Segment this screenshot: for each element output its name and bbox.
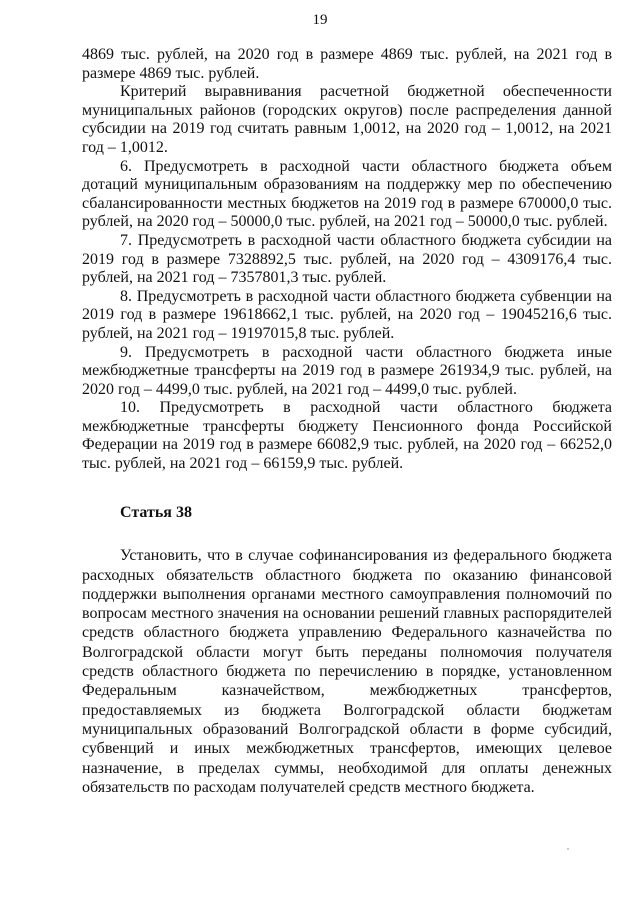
paragraph-item-10: 10. Предусмотреть в расходной части областного бюджета межбюджетные трансферты бюджету Пенсионного фонда Российской Федерации на 2019 год в размере 66082,9 тыс. рублей, на 2020 год – 66252,0 тыс. рублей, на 2021 год – 66159,9 тыс. рублей. xyxy=(82,399,612,473)
scan-speck xyxy=(567,848,569,850)
page-number: 19 xyxy=(312,12,328,28)
article-text: Установить, что в случае софинансирования из федерального бюджета расходных обязательств областного бюджета по оказанию финансовой поддержки выполнения органами местного самоуправления полномочий по вопросам местного значения на основании решений главных распорядителей средств областного бюджета управлению Федерального казначейства по Волгоградской области могут быть переданы полномочия получателя средств областного бюджета по перечислению в порядке, установленном Федеральным казначейством, межбюджетных трансфертов, предоставляемых из бюджета Волгоградской области бюджетам муниципальных образований Волгоградской области в форме субсидий, субвенций и иных межбюджетных трансфертов, имеющих целевое назначение, в пределах суммы, необходимой для оплаты денежных обязательств по расходам получателей средств местного бюджета. xyxy=(82,547,612,796)
article-38 xyxy=(82,504,612,797)
paragraph-item-6: 6. Предусмотреть в расходной части областного бюджета объем дотаций муниципальным образованиям на поддержку мер по обеспечению сбалансированности местных бюджетов на 2019 год в размере 670000,0 тыс. рублей, на 2020 год – 50000,0 тыс. рублей, на 2021 год – 50000,0 тыс. рублей. xyxy=(82,157,612,231)
paragraph-item-7: 7. Предусмотреть в расходной части областного бюджета субсидии на 2019 год в размере 7328892,5 тыс. рублей, на 2020 год – 4309176,4 тыс. рублей, на 2021 год – 7357801,3 тыс. рублей. xyxy=(82,231,612,287)
paragraph-criterion: Критерий выравнивания расчетной бюджетной обеспеченности муниципальных районов (городских округов) после распределения данной субсидии на 2019 год считать равным 1,0012, на 2020 год – 1,0012, на 2021 год – 1,0012. xyxy=(82,83,612,156)
paragraph-continuation: 4869 тыс. рублей, на 2020 год в размере 4869 тыс. рублей, на 2021 год в размере 4869 тыс. рублей. xyxy=(82,46,612,82)
article-heading: Статья 38 xyxy=(120,503,192,521)
paragraph-item-9: 9. Предусмотреть в расходной части областного бюджета иные межбюджетные трансферты на 2019 год в размере 261934,9 тыс. рублей, на 2020 год – 4499,0 тыс. рублей, на 2021 год – 4499,0 тыс. рублей. xyxy=(82,343,612,398)
paragraph-item-8: 8. Предусмотреть в расходной части областного бюджета субвенции на 2019 год в размере 19618662,1 тыс. рублей, на 2020 год – 19045216,6 тыс. рублей, на 2021 год – 19197015,8 тыс. рублей. xyxy=(82,287,612,342)
document-body xyxy=(82,46,612,797)
